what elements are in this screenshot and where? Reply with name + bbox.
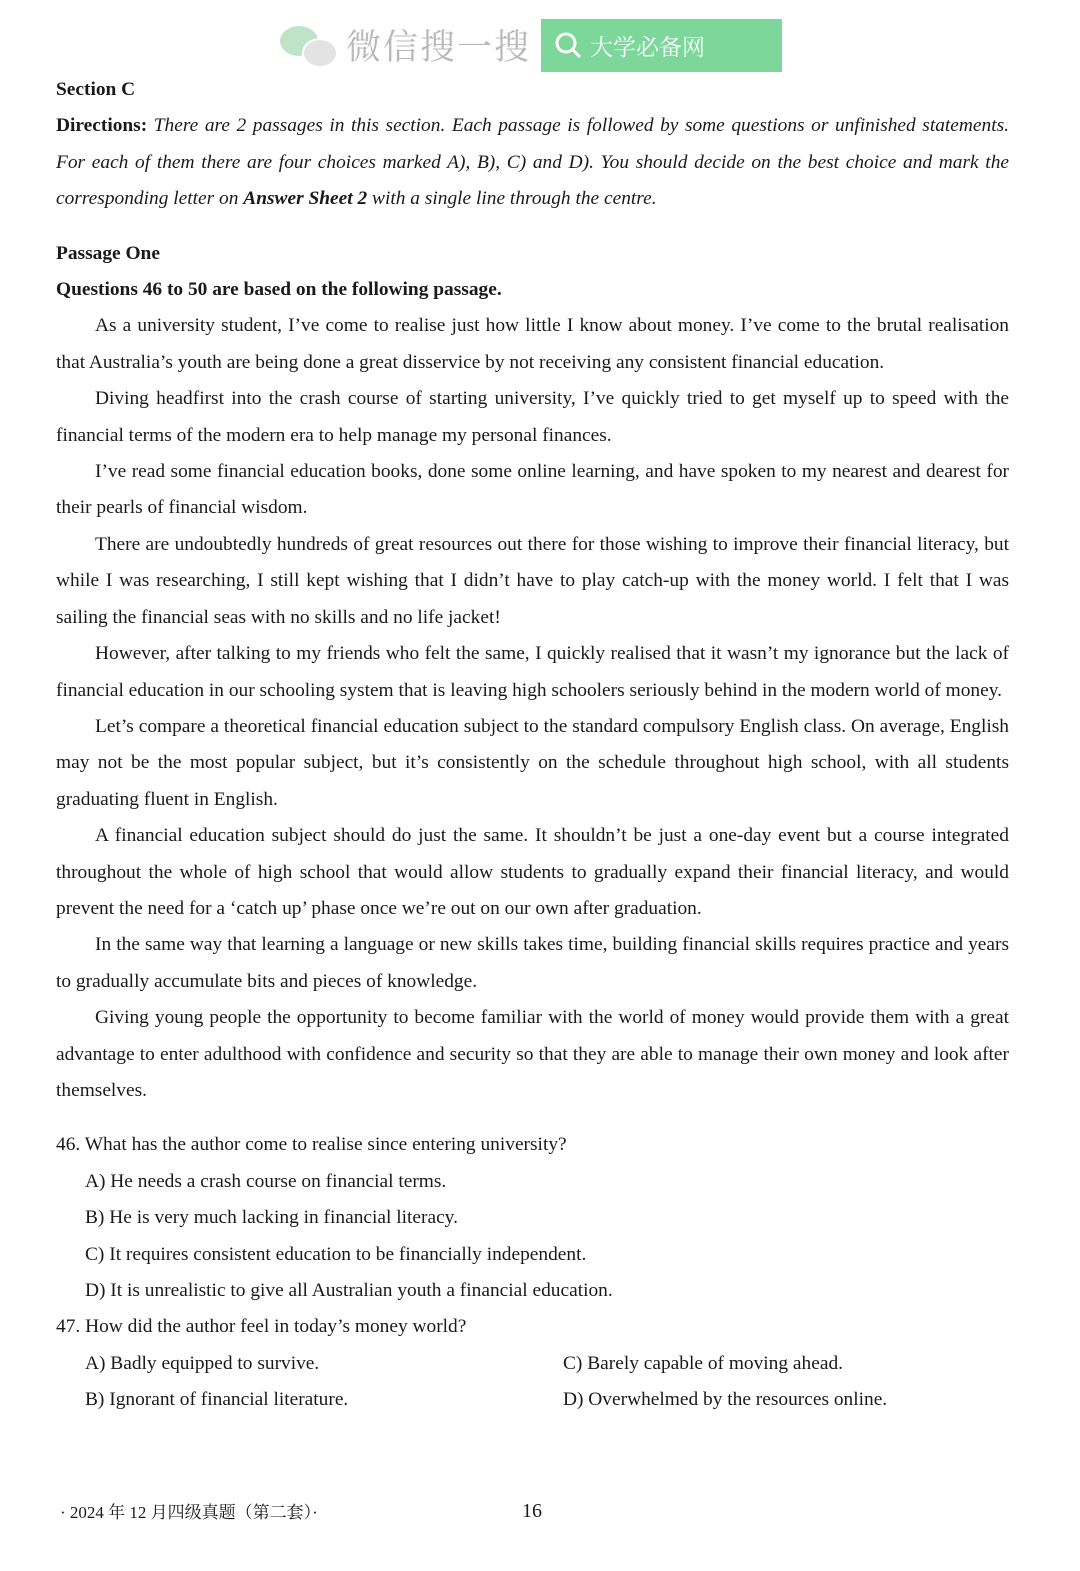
paragraph: There are undoubtedly hundreds of great resources out there for those wishing to improve their financial literacy, but while I was researching, I still kept wishing that I didn’t have to play catch-up with the money world. I felt that I was sailing the financial seas with no skills and no life jacket! xyxy=(56,533,1009,628)
search-icon xyxy=(554,31,582,59)
directions-text-end: with a single line through the centre. xyxy=(372,188,657,210)
directions-text: There are 2 passages in this section. Each passage is followed by some questions or unfinished statements. For each of them there are four choices marked A), B), C) and D). You should decide on the best choice and mark the corresponding letter on xyxy=(56,115,1009,210)
watermark-search-box xyxy=(541,19,782,72)
question-46-option-c: C) It requires consistent education to be financially independent. xyxy=(85,1243,587,1265)
passage-intro: Questions 46 to 50 are based on the following passage. xyxy=(56,279,502,301)
question-46-option-b: B) He is very much lacking in financial literacy. xyxy=(85,1207,458,1229)
paragraph: Diving headfirst into the crash course of starting university, I’ve quickly tried to get myself up to speed with the financial terms of the modern era to help manage my personal finances. xyxy=(56,388,1009,446)
exam-page-content xyxy=(56,72,1009,1419)
watermark-search-text: 微信搜一搜 xyxy=(346,28,532,68)
paragraph: Let’s compare a theoretical financial education subject to the standard compulsory English class. On average, English may not be the most popular subject, but it’s consistently on the schedule throughout high school, with all students graduating fluent in English. xyxy=(56,715,1009,810)
paragraph: A financial education subject should do just the same. It shouldn’t be just a one-day event but a course integrated throughout the whole of high school that would allow students to gradually expand their financial literacy, and would prevent the need for a ‘catch up’ phase once we’re out on our own after graduation. xyxy=(56,825,1009,919)
question-47-stem: 47. How did the author feel in today’s money world? xyxy=(56,1316,467,1338)
page-number: 16 xyxy=(522,1500,542,1522)
directions-label: Directions: xyxy=(56,115,148,137)
answer-sheet-label: Answer Sheet 2 xyxy=(243,188,368,210)
question-47-option-a: A) Badly equipped to survive. xyxy=(85,1352,320,1374)
paragraph: In the same way that learning a language or new skills takes time, building financial skills requires practice and years to gradually accumulate bits and pieces of knowledge. xyxy=(56,934,1009,992)
paragraph: I’ve read some financial education books, done some online learning, and have spoken to my nearest and dearest for their pearls of financial wisdom. xyxy=(56,461,1009,519)
directions xyxy=(56,108,1009,217)
passage-title: Passage One xyxy=(56,242,160,264)
footer-exam-label: · 2024 年 12 月四级真题（第二套）· xyxy=(60,1503,318,1522)
question-47-option-b: B) Ignorant of financial literature. xyxy=(85,1389,349,1411)
question-46-option-d: D) It is unrealistic to give all Australian youth a financial education. xyxy=(85,1280,613,1301)
watermark-banner xyxy=(278,17,782,73)
paragraph: As a university student, I’ve come to realise just how little I know about money. I’ve come to the brutal realisation that Australia’s youth are being done a great disservice by not receiving any consistent financial education. xyxy=(56,315,1009,373)
paragraph: However, after talking to my friends who felt the same, I quickly realised that it wasn’t my ignorance but the lack of financial education in our schooling system that is leaving high schoolers seriously behind in the modern world of money. xyxy=(56,643,1009,701)
question-47-option-d: D) Overwhelmed by the resources online. xyxy=(563,1389,888,1411)
wechat-logo-icon xyxy=(278,22,338,68)
question-46-stem: 46. What has the author come to realise since entering university? xyxy=(56,1134,567,1156)
paragraph: Giving young people the opportunity to become familiar with the world of money would provide them with a great advantage to enter adulthood with confidence and security so that they are able to manage their own money and look after themselves. xyxy=(56,1007,1009,1101)
section-title: Section C xyxy=(56,79,136,100)
question-47-option-c: C) Barely capable of moving ahead. xyxy=(563,1352,843,1374)
watermark-site-name: 大学必备网 xyxy=(590,34,706,61)
question-46-option-a: A) He needs a crash course on financial terms. xyxy=(85,1170,447,1192)
